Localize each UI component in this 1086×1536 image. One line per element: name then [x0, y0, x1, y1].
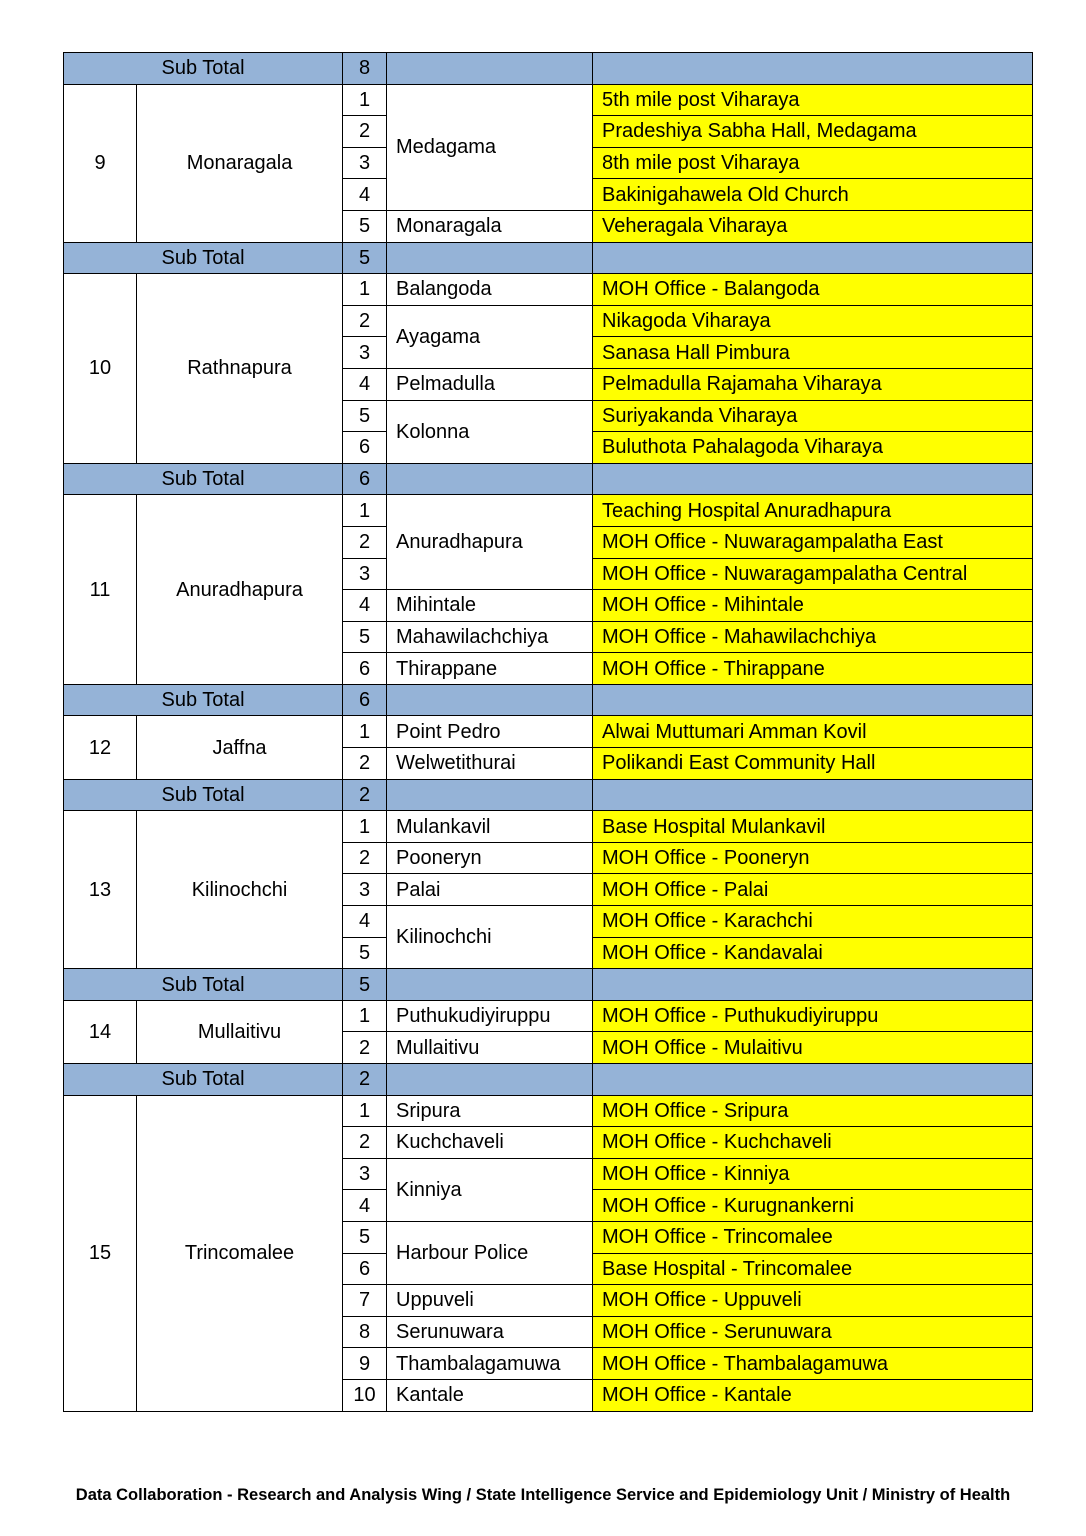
row-number: 8	[343, 1316, 387, 1348]
division-name: Mihintale	[387, 590, 593, 622]
division-name: Mahawilachchiya	[387, 621, 593, 653]
division-name: Thambalagamuwa	[387, 1348, 593, 1380]
division-name: Monaragala	[387, 210, 593, 242]
row-number: 3	[343, 874, 387, 906]
subtotal-label: Sub Total	[64, 53, 343, 85]
subtotal-count: 6	[343, 463, 387, 495]
row-number: 5	[343, 621, 387, 653]
location-name: MOH Office - Mahawilachchiya	[593, 621, 1033, 653]
district-number: 9	[64, 84, 137, 242]
row-number: 4	[343, 906, 387, 938]
subtotal-blank	[387, 684, 593, 716]
division-name: Harbour Police	[387, 1221, 593, 1284]
row-number: 2	[343, 116, 387, 148]
table-row	[64, 716, 1033, 748]
location-name: MOH Office - Nuwaragampalatha East	[593, 526, 1033, 558]
location-name: MOH Office - Uppuveli	[593, 1285, 1033, 1317]
location-name: MOH Office - Mihintale	[593, 590, 1033, 622]
table-row	[64, 84, 1033, 116]
division-name: Sripura	[387, 1095, 593, 1127]
subtotal-blank	[387, 1064, 593, 1096]
location-name: MOH Office - Thirappane	[593, 653, 1033, 685]
district-name: Kilinochchi	[137, 811, 343, 969]
location-name: Polikandi East Community Hall	[593, 748, 1033, 780]
table-row	[64, 1000, 1033, 1032]
subtotal-blank	[387, 463, 593, 495]
division-name: Kolonna	[387, 400, 593, 463]
district-number: 11	[64, 495, 137, 685]
division-name: Puthukudiyiruppu	[387, 1000, 593, 1032]
subtotal-blank	[593, 242, 1033, 274]
row-number: 6	[343, 1253, 387, 1285]
location-name: Buluthota Pahalagoda Viharaya	[593, 432, 1033, 464]
division-name: Uppuveli	[387, 1285, 593, 1317]
row-number: 3	[343, 558, 387, 590]
location-name: 8th mile post Viharaya	[593, 147, 1033, 179]
subtotal-label: Sub Total	[64, 779, 343, 811]
location-name: Pelmadulla Rajamaha Viharaya	[593, 368, 1033, 400]
district-name: Jaffna	[137, 716, 343, 779]
location-name: MOH Office - Serunuwara	[593, 1316, 1033, 1348]
subtotal-row	[64, 53, 1033, 85]
division-name: Kuchchaveli	[387, 1127, 593, 1159]
district-name: Anuradhapura	[137, 495, 343, 685]
division-name: Mullaitivu	[387, 1032, 593, 1064]
row-number: 1	[343, 1000, 387, 1032]
subtotal-label: Sub Total	[64, 969, 343, 1001]
table-row	[64, 274, 1033, 306]
row-number: 2	[343, 842, 387, 874]
row-number: 5	[343, 1221, 387, 1253]
division-name: Medagama	[387, 84, 593, 210]
row-number: 5	[343, 210, 387, 242]
row-number: 2	[343, 748, 387, 780]
location-name: Bakinigahawela Old Church	[593, 179, 1033, 211]
row-number: 2	[343, 1127, 387, 1159]
row-number: 1	[343, 811, 387, 843]
location-name: MOH Office - Kantale	[593, 1379, 1033, 1411]
district-name: Monaragala	[137, 84, 343, 242]
district-name: Rathnapura	[137, 274, 343, 464]
division-name: Point Pedro	[387, 716, 593, 748]
location-name: MOH Office - Nuwaragampalatha Central	[593, 558, 1033, 590]
location-name: MOH Office - Thambalagamuwa	[593, 1348, 1033, 1380]
district-number: 14	[64, 1000, 137, 1063]
row-number: 2	[343, 305, 387, 337]
district-number: 12	[64, 716, 137, 779]
location-name: Nikagoda Viharaya	[593, 305, 1033, 337]
division-name: Anuradhapura	[387, 495, 593, 590]
subtotal-count: 2	[343, 1064, 387, 1096]
row-number: 4	[343, 1190, 387, 1222]
row-number: 6	[343, 653, 387, 685]
location-name: MOH Office - Sripura	[593, 1095, 1033, 1127]
subtotal-row	[64, 242, 1033, 274]
subtotal-label: Sub Total	[64, 684, 343, 716]
division-name: Pelmadulla	[387, 368, 593, 400]
subtotal-blank	[387, 969, 593, 1001]
footer-credit: Data Collaboration - Research and Analysis Wing / State Intelligence Service and Epidemiology Unit / Ministry of Health	[75, 1486, 1011, 1504]
row-number: 2	[343, 1032, 387, 1064]
division-name: Mulankavil	[387, 811, 593, 843]
location-name: MOH Office - Pooneryn	[593, 842, 1033, 874]
subtotal-count: 2	[343, 779, 387, 811]
location-name: Suriyakanda Viharaya	[593, 400, 1033, 432]
row-number: 5	[343, 937, 387, 969]
table-row	[64, 495, 1033, 527]
subtotal-count: 5	[343, 242, 387, 274]
row-number: 5	[343, 400, 387, 432]
division-name: Balangoda	[387, 274, 593, 306]
row-number: 3	[343, 337, 387, 369]
location-name: Sanasa Hall Pimbura	[593, 337, 1033, 369]
row-number: 1	[343, 274, 387, 306]
subtotal-row	[64, 463, 1033, 495]
division-name: Thirappane	[387, 653, 593, 685]
division-name: Ayagama	[387, 305, 593, 368]
division-name: Pooneryn	[387, 842, 593, 874]
row-number: 4	[343, 368, 387, 400]
division-name: Kilinochchi	[387, 906, 593, 969]
subtotal-count: 8	[343, 53, 387, 85]
subtotal-blank	[387, 53, 593, 85]
location-name: MOH Office - Balangoda	[593, 274, 1033, 306]
location-name: Veheragala Viharaya	[593, 210, 1033, 242]
subtotal-count: 5	[343, 969, 387, 1001]
district-number: 10	[64, 274, 137, 464]
subtotal-blank	[593, 53, 1033, 85]
location-name: Alwai Muttumari Amman Kovil	[593, 716, 1033, 748]
subtotal-blank	[593, 463, 1033, 495]
location-name: Base Hospital - Trincomalee	[593, 1253, 1033, 1285]
district-number: 15	[64, 1095, 137, 1411]
location-name: MOH Office - Kandavalai	[593, 937, 1033, 969]
district-name: Trincomalee	[137, 1095, 343, 1411]
location-name: MOH Office - Puthukudiyiruppu	[593, 1000, 1033, 1032]
row-number: 4	[343, 590, 387, 622]
row-number: 3	[343, 147, 387, 179]
location-name: MOH Office - Kurugnankerni	[593, 1190, 1033, 1222]
location-name: MOH Office - Mulaitivu	[593, 1032, 1033, 1064]
division-name: Kantale	[387, 1379, 593, 1411]
location-name: MOH Office - Kuchchaveli	[593, 1127, 1033, 1159]
subtotal-count: 6	[343, 684, 387, 716]
location-name: 5th mile post Viharaya	[593, 84, 1033, 116]
subtotal-blank	[387, 779, 593, 811]
location-name: MOH Office - Palai	[593, 874, 1033, 906]
subtotal-row	[64, 969, 1033, 1001]
row-number: 9	[343, 1348, 387, 1380]
vaccination-centres-table	[63, 52, 1033, 1412]
subtotal-label: Sub Total	[64, 463, 343, 495]
subtotal-blank	[387, 242, 593, 274]
location-name: Teaching Hospital Anuradhapura	[593, 495, 1033, 527]
division-name: Serunuwara	[387, 1316, 593, 1348]
subtotal-label: Sub Total	[64, 1064, 343, 1096]
division-name: Welwetithurai	[387, 748, 593, 780]
subtotal-row	[64, 684, 1033, 716]
district-name: Mullaitivu	[137, 1000, 343, 1063]
district-number: 13	[64, 811, 137, 969]
location-name: MOH Office - Kinniya	[593, 1158, 1033, 1190]
subtotal-blank	[593, 969, 1033, 1001]
row-number: 3	[343, 1158, 387, 1190]
location-name: Pradeshiya Sabha Hall, Medagama	[593, 116, 1033, 148]
row-number: 1	[343, 495, 387, 527]
row-number: 1	[343, 716, 387, 748]
location-name: MOH Office - Karachchi	[593, 906, 1033, 938]
table-row	[64, 1095, 1033, 1127]
row-number: 1	[343, 1095, 387, 1127]
row-number: 1	[343, 84, 387, 116]
row-number: 6	[343, 432, 387, 464]
subtotal-blank	[593, 779, 1033, 811]
row-number: 2	[343, 526, 387, 558]
row-number: 4	[343, 179, 387, 211]
division-name: Palai	[387, 874, 593, 906]
location-name: Base Hospital Mulankavil	[593, 811, 1033, 843]
table-body	[64, 53, 1033, 1412]
subtotal-blank	[593, 684, 1033, 716]
row-number: 10	[343, 1379, 387, 1411]
subtotal-row	[64, 779, 1033, 811]
location-name: MOH Office - Trincomalee	[593, 1221, 1033, 1253]
table-row	[64, 811, 1033, 843]
subtotal-label: Sub Total	[64, 242, 343, 274]
subtotal-blank	[593, 1064, 1033, 1096]
row-number: 7	[343, 1285, 387, 1317]
subtotal-row	[64, 1064, 1033, 1096]
division-name: Kinniya	[387, 1158, 593, 1221]
